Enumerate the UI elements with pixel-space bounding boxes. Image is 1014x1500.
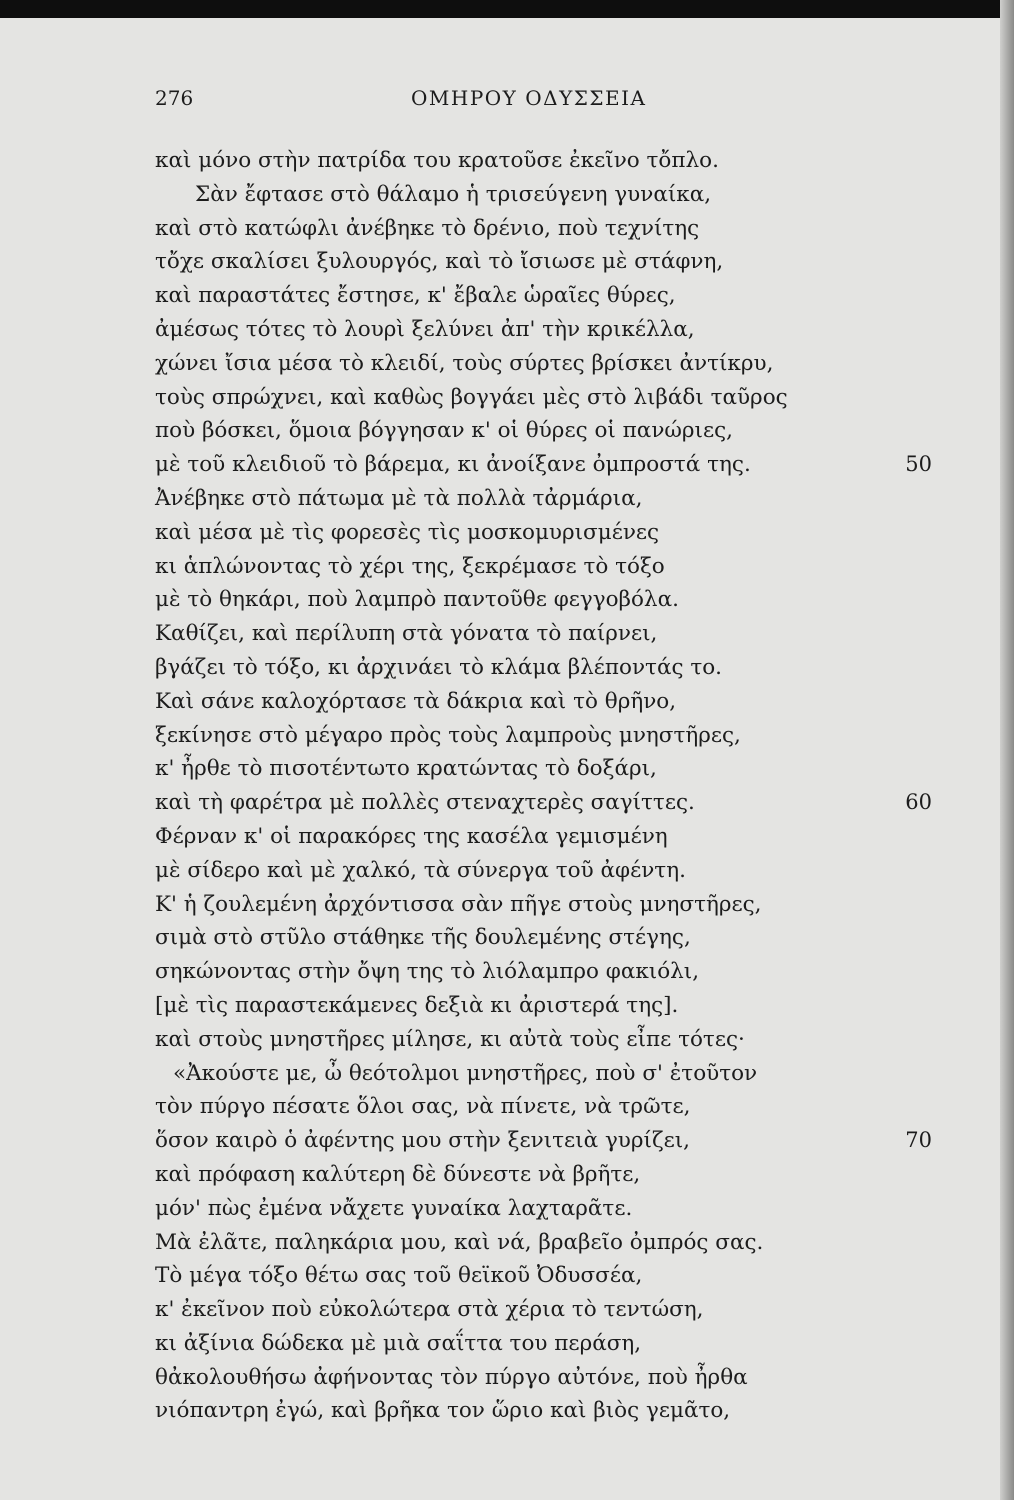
verse-line — [155, 1259, 945, 1293]
verse-line — [155, 921, 945, 955]
verse-line — [155, 1327, 945, 1361]
verse-text: καὶ μέσα μὲ τὶς φορεσὲς τὶς μοσκομυρισμένες — [155, 519, 660, 545]
verse-line — [155, 786, 945, 820]
verse-text: ὅσον καιρὸ ὁ ἀφέντης μου στὴν ξενιτειὰ γυρίζει, — [155, 1128, 691, 1154]
verse-text: σιμὰ στὸ στῦλο στάθηκε τῆς δουλεμένης στέγης, — [155, 925, 691, 951]
verse-line — [155, 1023, 945, 1057]
page-number: 276 — [155, 86, 194, 110]
verse-text: Κ' ἡ ζουλεμένη ἀρχόντισσα σὰν πῆγε στοὺς μνηστῆρες, — [155, 891, 762, 917]
verse-line — [155, 482, 945, 516]
verse-text: βγάζει τὸ τόξο, κι ἀρχινάει τὸ κλάμα βλέποντάς το. — [155, 654, 723, 680]
verse-text: νιόπαντρη ἐγώ, καὶ βρῆκα τον ὥριο καὶ βιὸς γεμᾶτο, — [155, 1398, 731, 1424]
verse-line — [155, 685, 945, 719]
page-header — [155, 86, 945, 120]
verse-text: κι ἀξίνια δώδεκα μὲ μιὰ σαΐττα του περάση, — [155, 1330, 642, 1356]
verse-line — [155, 1293, 945, 1327]
verse-text: καὶ στοὺς μνηστῆρες μίλησε, κι αὐτὰ τοὺς εἶπε τότες· — [155, 1026, 745, 1052]
verse-line — [155, 1394, 945, 1428]
verse-line — [155, 313, 945, 347]
verse-line — [155, 583, 945, 617]
scan-top-edge — [0, 0, 1014, 18]
verse-line — [155, 820, 945, 854]
line-number: 50 — [905, 452, 932, 477]
verse-line — [155, 144, 945, 178]
verse-line — [155, 414, 945, 448]
verse-text: καὶ πρόφαση καλύτερη δὲ δύνεστε νὰ βρῆτε, — [155, 1161, 641, 1187]
verse-line — [155, 178, 945, 212]
verse-line — [155, 752, 945, 786]
verse-text: κ' ἦρθε τὸ πισοτέντωτο κρατώντας τὸ δοξάρι, — [155, 756, 657, 782]
verse-line — [155, 1124, 945, 1158]
verse-text: Καὶ σάνε καλοχόρτασε τὰ δάκρια καὶ τὸ θρῆνο, — [155, 688, 677, 714]
verse-text: μὲ σίδερο καὶ μὲ χαλκό, τὰ σύνεργα τοῦ ἀφέντη. — [155, 857, 686, 883]
verse-line — [155, 955, 945, 989]
verse-text: καὶ τὴ φαρέτρα μὲ πολλὲς στεναχτερὲς σαγίττες. — [155, 790, 695, 816]
verse-text: σηκώνοντας στὴν ὄψη της τὸ λιόλαμπρο φακιόλι, — [155, 959, 700, 985]
verse-text: Σὰν ἔφτασε στὸ θάλαμο ἡ τρισεύγενη γυναίκα, — [195, 181, 712, 207]
line-number: 70 — [905, 1128, 932, 1153]
verse-line — [155, 1361, 945, 1395]
verse-line — [155, 550, 945, 584]
verse-line — [155, 651, 945, 685]
verse-text: χώνει ἴσια μέσα τὸ κλειδί, τοὺς σύρτες βρίσκει ἀντίκρυ, — [155, 350, 774, 376]
verse-text: ξεκίνησε στὸ μέγαρο πρὸς τοὺς λαμπροὺς μνηστῆρες, — [155, 722, 741, 748]
verse-text: μὲ τοῦ κλειδιοῦ τὸ βάρεμα, κι ἀνοίξανε ὀμπροστά της. — [155, 452, 751, 478]
verse-line — [155, 245, 945, 279]
verse-text: κι ἁπλώνοντας τὸ χέρι της, ξεκρέμασε τὸ τόξο — [155, 553, 665, 579]
verse-block — [155, 144, 945, 1428]
verse-text: ἀμέσως τότες τὸ λουρὶ ξελύνει ἀπ' τὴν κρικέλλα, — [155, 316, 695, 342]
verse-line — [155, 1192, 945, 1226]
verse-text: Καθίζει, καὶ περίλυπη στὰ γόνατα τὸ παίρνει, — [155, 621, 658, 647]
verse-text: κ' ἐκεῖνον ποὺ εὐκολώτερα στὰ χέρια τὸ τεντώση, — [155, 1297, 704, 1323]
running-title: ΟΜΗΡΟΥ ΟΔΥΣΣΕΙΑ — [411, 86, 647, 110]
verse-line — [155, 1090, 945, 1124]
verse-text: τὸν πύργο πέσατε ὅλοι σας, νὰ πίνετε, νὰ τρῶτε, — [155, 1094, 691, 1120]
verse-line — [155, 347, 945, 381]
verse-line — [155, 854, 945, 888]
verse-line — [155, 719, 945, 753]
verse-line — [155, 212, 945, 246]
verse-line — [155, 888, 945, 922]
verse-text: καὶ μόνο στὴν πατρίδα του κρατοῦσε ἐκεῖνο τὄπλο. — [155, 148, 719, 173]
line-number: 60 — [905, 790, 932, 815]
verse-line — [155, 1057, 945, 1091]
verse-text: θἀκολουθήσω ἀφήνοντας τὸν πύργο αὐτόνε, ποὺ ἦρθα — [155, 1364, 748, 1390]
verse-line — [155, 1226, 945, 1260]
verse-text: Φέρναν κ' οἱ παρακόρες της κασέλα γεμισμένη — [155, 823, 668, 849]
verse-text: [μὲ τὶς παραστεκάμενες δεξιὰ κι ἀριστερά της]. — [155, 992, 679, 1018]
verse-line — [155, 516, 945, 550]
verse-line — [155, 381, 945, 415]
verse-line — [155, 279, 945, 313]
verse-text: τοὺς σπρώχνει, καὶ καθὼς βογγάει μὲς στὸ λιβάδι ταῦρος — [155, 384, 788, 410]
verse-text: τὄχε σκαλίσει ξυλουργός, καὶ τὸ ἴσιωσε μὲ στάφνη, — [155, 249, 724, 275]
verse-text: Μὰ ἐλᾶτε, παληκάρια μου, καὶ νά, βραβεῖο ὀμπρός σας. — [155, 1229, 764, 1255]
verse-line — [155, 448, 945, 482]
verse-text: μόν' πὼς ἐμένα νἄχετε γυναίκα λαχταρᾶτε. — [155, 1195, 633, 1221]
verse-text: μὲ τὸ θηκάρι, ποὺ λαμπρὸ παντοῦθε φεγγοβόλα. — [155, 587, 679, 613]
verse-text: «Ἀκούστε με, ὦ θεότολμοι μνηστῆρες, ποὺ σ' ἐτοῦτον — [173, 1060, 758, 1086]
verse-line — [155, 1158, 945, 1192]
verse-line — [155, 989, 945, 1023]
verse-line — [155, 617, 945, 651]
verse-text: καὶ στὸ κατώφλι ἀνέβηκε τὸ δρένιο, ποὺ τεχνίτης — [155, 215, 700, 241]
page-binding-edge — [1000, 0, 1014, 1500]
verse-text: καὶ παραστάτες ἔστησε, κ' ἔβαλε ὡραῖες θύρες, — [155, 283, 676, 309]
verse-text: ποὺ βόσκει, ὅμοια βόγγησαν κ' οἱ θύρες οἱ πανώριες, — [155, 418, 734, 444]
verse-text: Τὸ μέγα τόξο θέτω σας τοῦ θεϊκοῦ Ὀδυσσέα, — [155, 1263, 643, 1289]
verse-text: Ἀνέβηκε στὸ πάτωμα μὲ τὰ πολλὰ τἀρμάρια, — [155, 485, 643, 511]
